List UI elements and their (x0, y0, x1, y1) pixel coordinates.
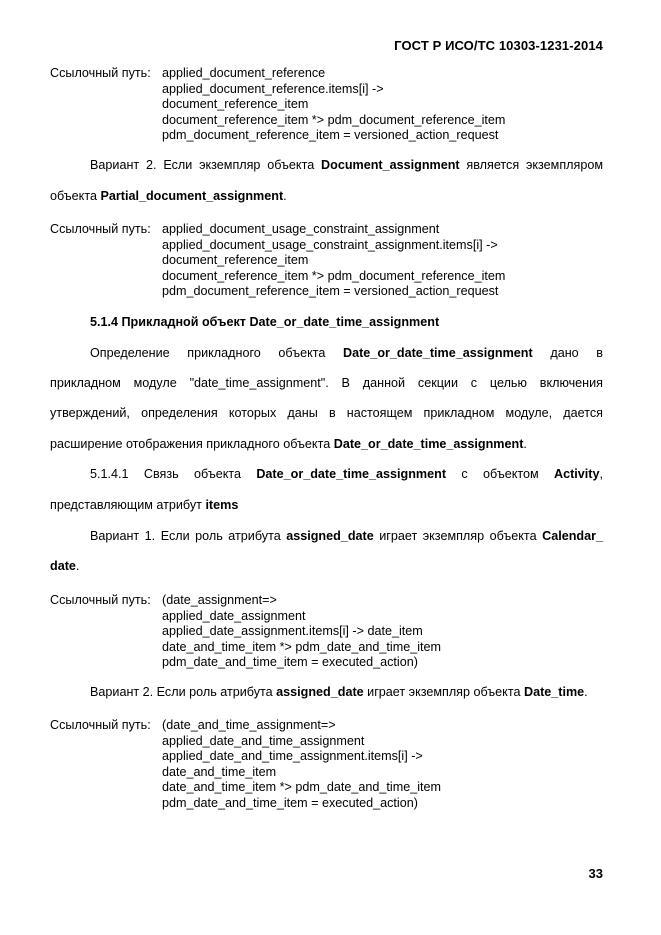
entity-name: date (50, 559, 76, 573)
reference-line: document_reference_item (162, 253, 309, 268)
section-heading: 5.1.4 Прикладной объект Date_or_date_time_assignment (90, 315, 440, 329)
reference-line: applied_document_reference.items[i] -> (162, 81, 384, 96)
reference-line: applied_document_usage_constraint_assignment.items[i] -> (162, 237, 498, 252)
reference-line: document_reference_item *> pdm_document_reference_item (162, 268, 506, 283)
reference-path-label: Ссылочный путь: (50, 66, 151, 80)
entity-name: Date_time (523, 685, 585, 699)
reference-line: pdm_date_and_time_item = executed_action) (162, 795, 418, 810)
reference-line: applied_date_assignment (162, 608, 306, 623)
entity-name: Partial_document_assignment (100, 189, 284, 203)
reference-line: date_and_time_item *> pdm_date_and_time_item (162, 639, 441, 654)
page-number: 33 (588, 866, 603, 881)
variant1-line1: Вариант 1. Если роль атрибута assigned_date играет экземпляр объекта Calendar_ (90, 529, 603, 543)
variant1-line2: date. (50, 559, 80, 573)
attribute-name: assigned_date (276, 685, 364, 699)
entity-name: Date_or_date_time_assignment (333, 437, 524, 451)
reference-line: applied_date_and_time_assignment.items[i] -> (162, 749, 423, 764)
entity-name: Document_assignment (321, 158, 460, 172)
reference-path-label: Ссылочный путь: (50, 222, 151, 236)
reference-path-label: Ссылочный путь: (50, 718, 151, 732)
variant2-paragraph-line2: объекта Partial_document_assignment. (50, 189, 287, 203)
reference-line: document_reference_item *> pdm_document_reference_item (162, 112, 506, 127)
entity-name: Date_or_date_time_assignment (256, 467, 447, 481)
subsection-line1: 5.1.4.1 Связь объекта Date_or_date_time_assignment с объектом Activity, (90, 467, 603, 481)
reference-line: pdm_document_reference_item = versioned_action_request (162, 284, 499, 299)
definition-line1: Определение прикладного объекта Date_or_date_time_assignment дано в (90, 346, 603, 360)
reference-line: document_reference_item (162, 97, 309, 112)
entity-name: Calendar_ (542, 529, 603, 543)
reference-line: applied_document_usage_constraint_assignment (162, 222, 440, 236)
entity-name: Date_or_date_time_assignment (343, 346, 533, 360)
reference-line: pdm_date_and_time_item = executed_action) (162, 655, 418, 670)
reference-line: applied_date_assignment.items[i] -> date_item (162, 624, 423, 639)
reference-line: applied_document_reference (162, 66, 326, 80)
reference-line: (date_and_time_assignment=> (162, 718, 336, 732)
reference-path-label: Ссылочный путь: (50, 593, 151, 607)
subsection-line2: представляющим атрибут items (50, 498, 239, 512)
definition-line3: утверждений, определения которых даны в настоящем прикладном модуле, дается (50, 406, 603, 420)
attribute-name: items (205, 498, 239, 512)
variant2-paragraph-line1: Вариант 2. Если экземпляр объекта Document_assignment является экземпляром (90, 158, 603, 172)
definition-line2: прикладном модуле "date_time_assignment". В данной секции с целью включения (50, 376, 603, 390)
reference-line: applied_date_and_time_assignment (162, 733, 365, 748)
page-header: ГОСТ Р ИСО/ТС 10303-1231-2014 (394, 38, 603, 53)
entity-name: Activity (554, 467, 600, 481)
definition-line4: расширение отображения прикладного объекта Date_or_date_time_assignment. (50, 437, 527, 451)
reference-line: pdm_document_reference_item = versioned_action_request (162, 128, 499, 143)
reference-line: date_and_time_item *> pdm_date_and_time_item (162, 780, 441, 795)
variant2-date-time-line: Вариант 2. Если роль атрибута assigned_date играет экземпляр объекта Date_time. (90, 685, 588, 699)
attribute-name: assigned_date (286, 529, 374, 543)
reference-line: (date_assignment=> (162, 593, 277, 607)
reference-line: date_and_time_item (162, 764, 277, 779)
